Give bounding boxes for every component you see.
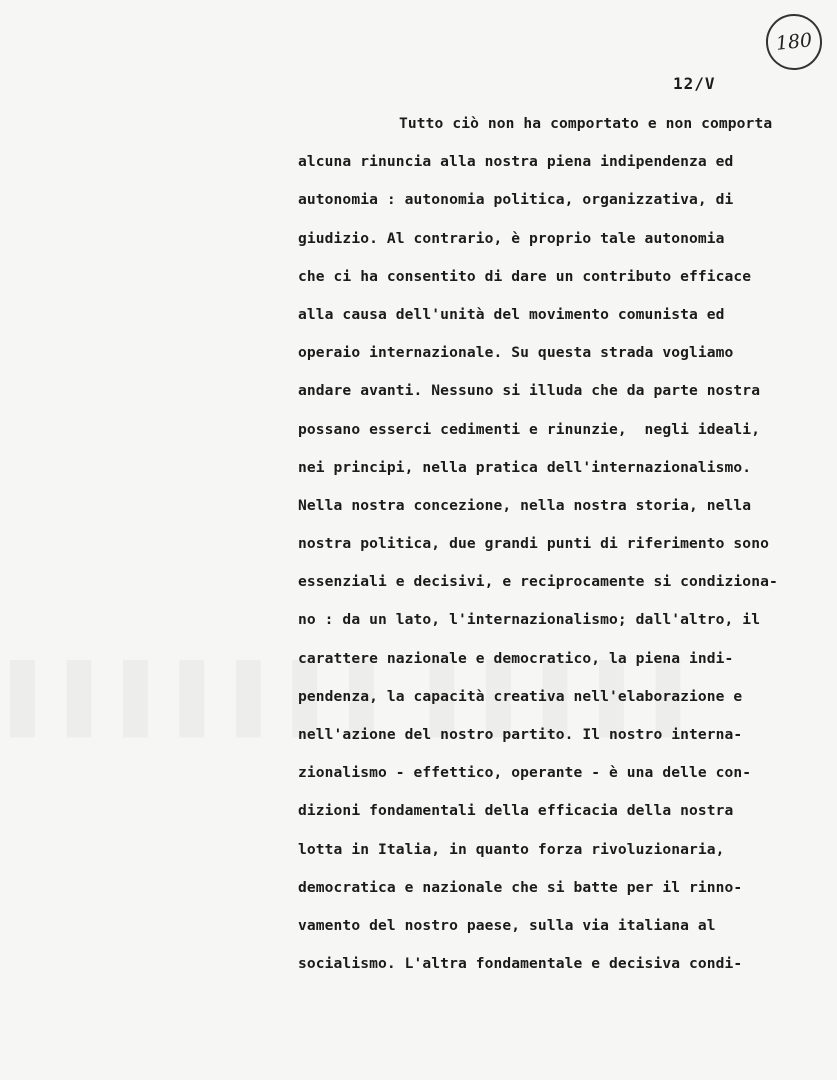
text-line: essenziali e decisivi, e reciprocamente si condiziona- — [298, 573, 778, 591]
text-line: zionalismo - effettico, operante - è una delle con- — [298, 764, 752, 782]
stamp-number: 180 — [774, 29, 814, 55]
text-line: possano esserci cedimenti e rinunzie, negli ideali, — [298, 420, 761, 438]
text-line: nei principi, nella pratica dell'internazionalismo. — [298, 458, 752, 476]
text-line: giudizio. Al contrario, è proprio tale autonomia — [298, 229, 725, 247]
text-line: nell'azione del nostro partito. Il nostro interna- — [298, 726, 743, 743]
text-line: democratica e nazionale che si batte per il rinno- — [298, 878, 743, 896]
text-line: Nella nostra concezione, nella nostra storia, nella — [298, 496, 752, 514]
text-line: andare avanti. Nessuno si illuda che da parte nostra — [298, 382, 761, 400]
text-line: operaio internazionale. Su questa strada vogliamo — [298, 344, 734, 362]
text-line: Tutto ciò non ha comportato e non comporta — [399, 115, 773, 132]
text-line: no : da un lato, l'internazionalismo; dall'altro, il — [298, 611, 761, 629]
text-line: lotta in Italia, in quanto forza rivoluzionaria, — [298, 840, 725, 858]
text-line: vamento del nostro paese, sulla via italiana al — [298, 916, 716, 934]
text-line: autonomia : autonomia politica, organizzativa, di — [298, 191, 734, 209]
text-line: pendenza, la capacità creativa nell'elaborazione e — [298, 687, 743, 705]
text-line: nostra politica, due grandi punti di riferimento sono — [298, 535, 769, 553]
text-line: alcuna rinuncia alla nostra piena indipendenza ed — [298, 153, 734, 171]
text-line: dizioni fondamentali della efficacia della nostra — [298, 802, 734, 820]
page-number: 12/V — [673, 74, 716, 93]
typewritten-body — [298, 113, 828, 991]
text-line: carattere nazionale e democratico, la piena indi- — [298, 649, 734, 667]
text-line: che ci ha consentito di dare un contributo efficace — [298, 267, 752, 285]
archive-number-stamp — [763, 11, 825, 73]
text-line: socialismo. L'altra fondamentale e decisiva condi- — [298, 955, 743, 973]
text-line: alla causa dell'unità del movimento comunista ed — [298, 305, 725, 323]
